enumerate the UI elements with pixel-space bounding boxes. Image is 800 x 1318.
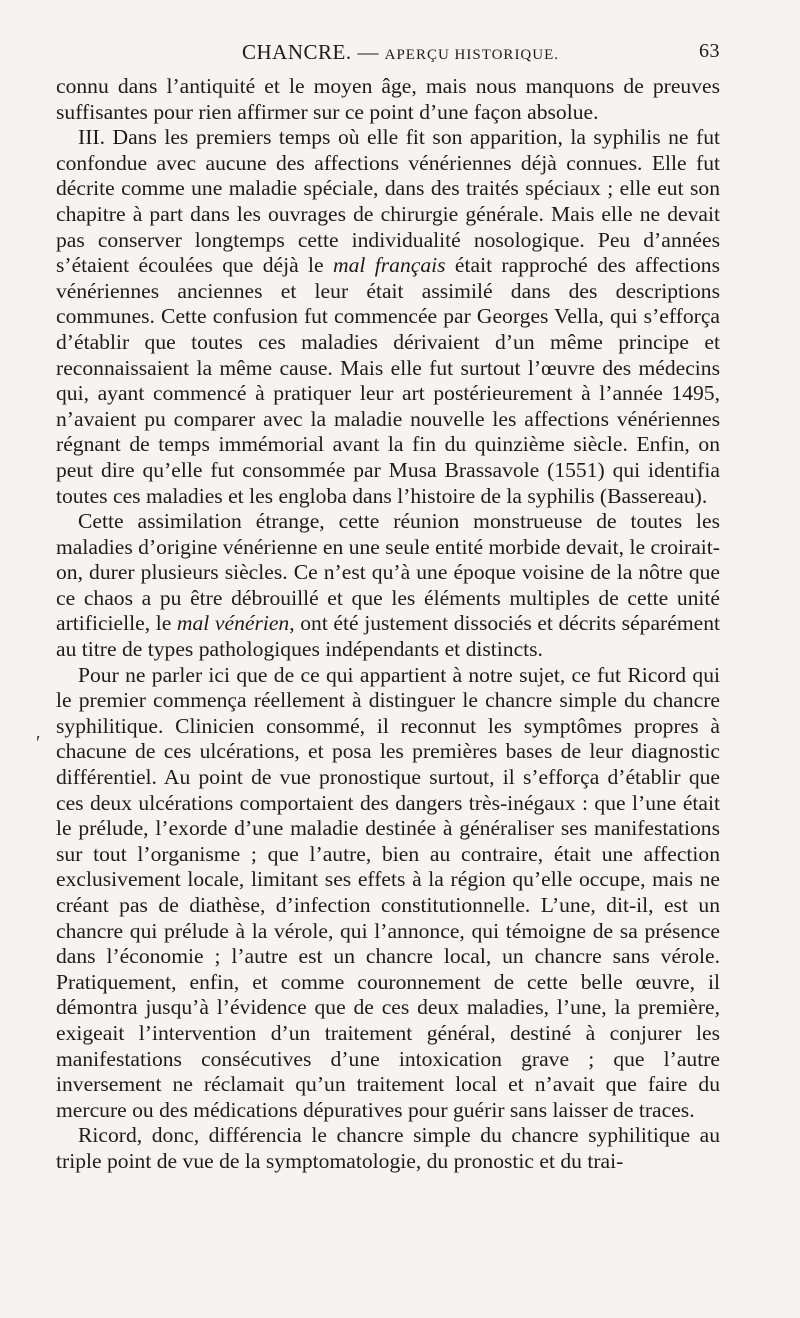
page-number: 63 <box>699 40 720 62</box>
running-title-main: CHANCRE. <box>242 40 352 64</box>
italic-term: mal vénérien <box>176 611 290 636</box>
running-header <box>56 34 720 74</box>
paragraph <box>56 509 720 663</box>
text-run: , ont été justement dissociés et décrits séparément au titre de types pathologiques indépendants et distincts. <box>56 611 720 662</box>
text-run: était rapproché des affections vénériennes anciennes et leur était assimilé dans des descriptions communes. Cette confusion fut commencée par Georges Vella, qui s’efforça d’établir que toutes ces maladies dérivaient d’un même principe et reconnaissaient la même cause. Mais elle fut surtout l’œuvre des médecins qui, ayant commencé à pratiquer leur art postérieurement à l’année 1495, n’avaient pu comparer avec la maladie nouvelle les affections vénériennes régnant de temps immémorial avant la fin du quinzième siècle. Enfin, on peut dire qu’elle fut consommée par Musa Brassavole (1551) qui identifia toutes ces maladies et les engloba dans l’histoire de la syphilis (Bassereau). <box>56 253 720 508</box>
paragraph <box>56 663 720 1124</box>
text-run: Ricord, donc, différencia le chancre simple du chancre syphilitique au triple point de vue de la symptomatologie, du pronostic et du trai- <box>56 1123 720 1173</box>
text-run: Pour ne parler ici que de ce qui appartient à notre sujet, ce fut Ricord qui le premier commença réellement à distinguer le chancre simple du chancre syphilitique. Clinicien consommé, il reconnut les symptômes propres à chacune de ces ulcérations, et posa les premières bases de leur diagnostic différentiel. Au point de vue pronostique surtout, il s’efforça d’établir que ces deux ulcérations comportaient des dangers très-inégaux : que l’une était le prélude, l’exorde d’une maladie destinée à généraliser ses manifestations sur tout l’organisme ; que l’autre, bien au contraire, était une affection exclusivement locale, limitant ses effets à la région qu’elle occupe, mais ne créant pas de diathèse, d’infection constitutionnelle. L’une, dit-il, est un chancre qui prélude à la vérole, qui l’annonce, qui témoigne de sa présence dans l’économie ; l’autre est un chancre local, un chancre sans vérole. Pratiquement, enfin, et comme couronnement de cette belle œuvre, il démontra jusqu’à l’évidence que de ces deux maladies, l’une, la première, exigeait l’intervention d’un traitement général, destiné à conjurer les manifestations consécutives d’une intoxication grave ; que l’autre inversement ne réclamait qu’un traitement local et n’avait que faire du mercure ou des médications dépuratives pour guérir sans laisser de traces. <box>56 662 720 1122</box>
running-title-subtitle: APERÇU HISTORIQUE. <box>384 47 560 63</box>
paragraph <box>56 74 720 125</box>
margin-annotation-mark: ′ <box>36 732 41 754</box>
running-title-dash: — <box>351 40 385 64</box>
running-title <box>242 40 559 65</box>
body-text <box>56 74 720 1175</box>
text-run: Cette assimilation étrange, cette réunion monstrueuse de toutes les maladies d’origine vénérienne en une seule entité morbide devait, le croirait-on, durer plusieurs siècles. Ce n’est qu’à une époque voisine de la nôtre que ce chaos a pu être débrouillé et que les éléments multiples de cette unité artificielle, le <box>56 509 720 636</box>
book-page <box>56 34 720 1175</box>
text-run: III. Dans les premiers temps où elle fit son apparition, la syphilis ne fut confondue avec aucune des affections vénériennes déjà connues. Elle fut décrite comme une maladie spéciale, dans des traités spéciaux ; elle eut son chapitre à part dans les ouvrages de chirurgie générale. Mais elle ne devait pas conserver longtemps cette individualité nosologique. Peu d’années s’étaient écoulées que déjà le <box>56 125 720 278</box>
text-run: connu dans l’antiquité et le moyen âge, mais nous manquons de preuves suffisantes pour rien affirmer sur ce point d’une façon absolue. <box>56 74 720 124</box>
italic-term: mal français <box>333 253 446 278</box>
paragraph <box>56 125 720 509</box>
paragraph <box>56 1123 720 1174</box>
